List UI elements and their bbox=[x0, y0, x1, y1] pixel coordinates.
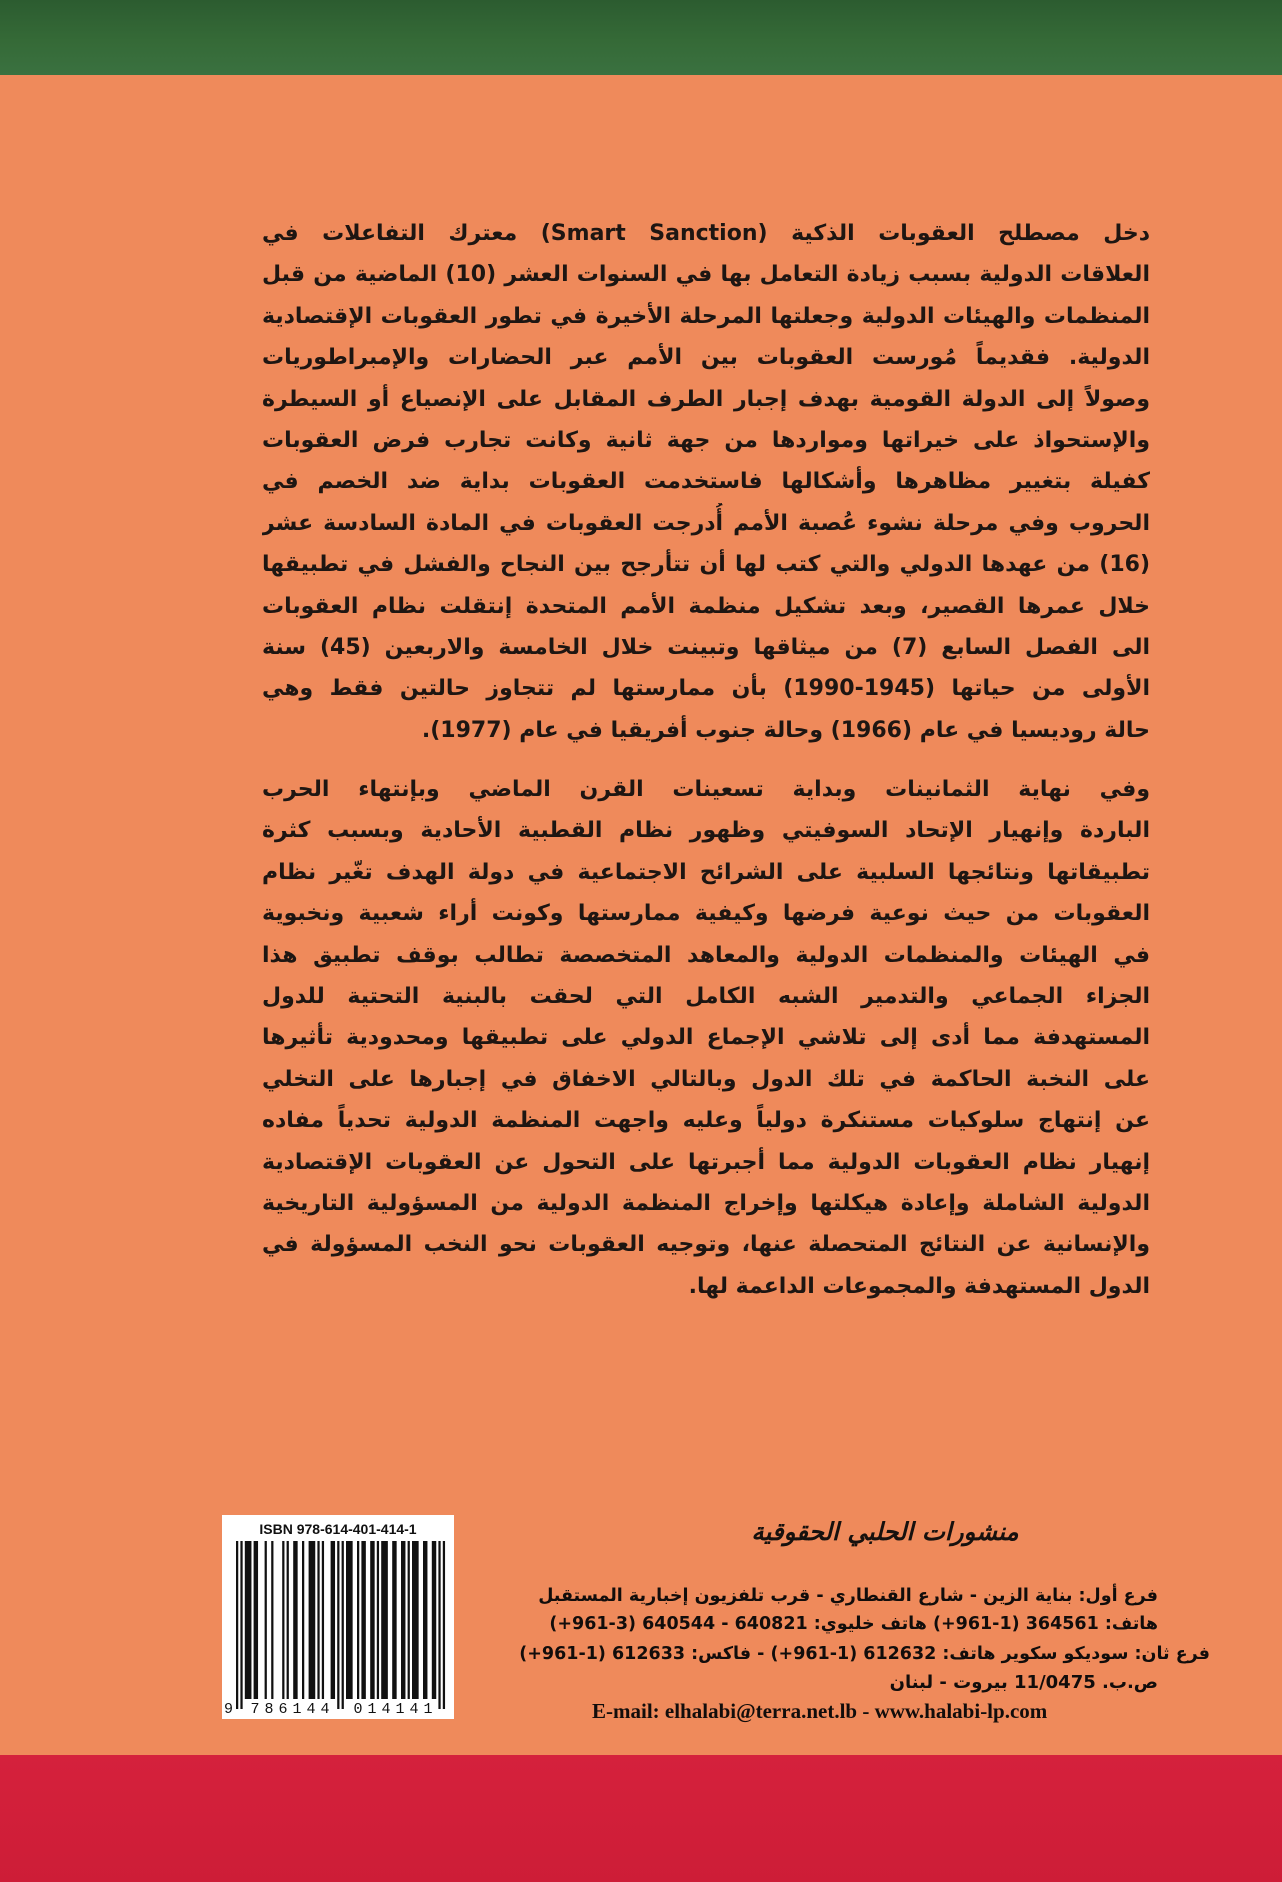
address-line-po-box: ص.ب. 11/0475 بيروت - لبنان bbox=[889, 1672, 1158, 1693]
text-line: على النخبة الحاكمة في تلك الدول وبالتالي الاخفاق في إجبارها على التخلي bbox=[262, 1066, 1150, 1092]
barcode-bar bbox=[408, 1541, 410, 1699]
barcode-guard-bar bbox=[337, 1541, 339, 1709]
text-line: المستهدفة مما أدى إلى تلاشي الإجماع الدولي على تطبيقها ومحدودية تأثيرها bbox=[262, 1025, 1150, 1051]
barcode-bar bbox=[377, 1541, 379, 1699]
barcode-bar bbox=[331, 1541, 335, 1699]
isbn-barcode bbox=[222, 1515, 454, 1719]
barcode-bar bbox=[401, 1541, 405, 1699]
barcode-bar bbox=[309, 1541, 316, 1699]
barcode-bar bbox=[271, 1541, 273, 1699]
barcode-digits-left: 786144 bbox=[250, 1701, 335, 1718]
barcode-bar bbox=[254, 1541, 258, 1699]
text-line: كفيلة بتغيير مظاهرها وأشكالها فاستخدمت العقوبات بداية ضد الخصم في bbox=[262, 469, 1150, 495]
contact-email-website: E-mail: elhalabi@terra.net.lb - www.halabi-lp.com bbox=[592, 1699, 1048, 1723]
bottom-color-band bbox=[0, 1755, 1282, 1882]
barcode-guard-bar bbox=[438, 1541, 440, 1709]
text-line: في الهيئات والمنظمات الدولية والمعاهد المتخصصة تطالب بوقف تطبيق هذا bbox=[262, 942, 1150, 968]
barcode-bar bbox=[282, 1541, 284, 1699]
barcode-guard-bar bbox=[342, 1541, 344, 1709]
address-line-phones: هاتف: 364561 (1-961+) هاتف خليوي: 640821 - 640544 (3-961+) bbox=[549, 1614, 1158, 1634]
text-line: المنظمات والهيئات الدولية وجعلتها المرحلة الأخيرة في تطور العقوبات الإقتصادية bbox=[262, 303, 1150, 329]
barcode-bar bbox=[370, 1541, 374, 1699]
text-line: الأولى من حياتها (1945-1990) بأن ممارستها لم تتجاوز حالتين فقط وهي bbox=[262, 676, 1150, 702]
text-line: تطبيقاتها ونتائجها السلبية على الشرائح الاجتماعية في دولة الهدف تغّير نظام bbox=[262, 859, 1150, 885]
barcode-guard-bar bbox=[236, 1541, 238, 1709]
text-line: دخل مصطلح العقوبات الذكية (Smart Sanction) معترك التفاعلات في bbox=[262, 221, 1150, 246]
paragraph-1 bbox=[262, 213, 1150, 751]
barcode-digits-right: 014141 bbox=[353, 1701, 438, 1718]
barcode-bar bbox=[357, 1541, 359, 1699]
barcode-bar bbox=[346, 1541, 353, 1699]
text-line: الدول المستهدفة والمجموعات الداعمة لها. bbox=[688, 1273, 1150, 1299]
barcode-guard-bar bbox=[240, 1541, 242, 1709]
text-line: الحروب وفي مرحلة نشوء عُصبة الأمم أُدرجت العقوبات في المادة السادسة عشر bbox=[262, 510, 1150, 536]
paragraph-2 bbox=[262, 769, 1150, 1307]
text-line: وفي نهاية الثمانينات وبداية تسعينات القرن الماضي وبإنتهاء الحرب bbox=[262, 777, 1150, 803]
barcode-bar bbox=[287, 1541, 289, 1699]
barcode-bars bbox=[222, 1541, 454, 1719]
text-line: الى الفصل السابع (7) من ميثاقها وتبينت خلال الخامسة والاربعين (45) سنة bbox=[262, 634, 1150, 660]
text-line: إنهيار نظام العقوبات الدولية مما أجبرتها على التحول عن العقوبات الإقتصادية bbox=[262, 1149, 1150, 1175]
barcode-bar bbox=[381, 1541, 388, 1699]
text-line: (16) من عهدها الدولي والتي كتب لها أن تتأرجح بين النجاح والفشل في تطبيقها bbox=[262, 552, 1150, 578]
blurb-text bbox=[262, 213, 1150, 1307]
text-line: وصولاً إلى الدولة القومية بهدف إجبار الطرف المقابل على الإنصياع أو السيطرة bbox=[262, 386, 1150, 412]
barcode-bar bbox=[302, 1541, 304, 1699]
barcode-bar bbox=[412, 1541, 419, 1699]
text-line: والإستحواذ على خيراتها ومواردها من جهة ثانية وكانت تجارب فرض العقوبات bbox=[262, 427, 1150, 453]
text-line: حالة روديسيا في عام (1966) وحالة جنوب أفريقيا في عام (1977). bbox=[421, 717, 1150, 743]
address-line-branch-2: فرع ثان: سوديكو سكوير هاتف: 612632 (1-961+) - فاكس: 612633 (1-961+) bbox=[519, 1644, 1210, 1664]
publisher-logo: منشورات الحلبي الحقوقية bbox=[751, 1517, 1019, 1546]
barcode-bar bbox=[245, 1541, 252, 1699]
barcode-bar bbox=[361, 1541, 365, 1699]
text-line: الدولية. فقديماً مُورست العقوبات بين الأمم عبر الحضارات والإمبراطوريات bbox=[262, 345, 1150, 371]
barcode-bar bbox=[322, 1541, 324, 1699]
barcode-digit-lead: 9 bbox=[224, 1701, 234, 1718]
text-line: عن إنتهاج سلوكيات مستنكرة دولياً وعليه واجهت المنظمة الدولية تحدياً مفاده bbox=[262, 1108, 1150, 1134]
barcode-guard-bar bbox=[443, 1541, 445, 1709]
barcode-bar bbox=[293, 1541, 297, 1699]
text-line: العقوبات من حيث نوعية فرضها وكيفية ممارستها وكونت أراء شعبية ونخبوية bbox=[262, 901, 1150, 927]
barcode-bar bbox=[392, 1541, 396, 1699]
text-line: والإنسانية عن النتائج المتحصلة عنها، وتوجيه العقوبات نحو النخب المسؤولة في bbox=[262, 1232, 1150, 1258]
text-line: الدولية الشاملة وإعادة هيكلتها وإخراج المنظمة الدولية من المسؤولية التاريخية bbox=[262, 1190, 1150, 1216]
text-line: الباردة وإنهيار الإتحاد السوفيتي وظهور نظام القطبية الأحادية وبسبب كثرة bbox=[262, 818, 1150, 844]
text-line: الجزاء الجماعي والتدمير الشبه الكامل التي لحقت بالبنية التحتية للدول bbox=[262, 984, 1150, 1010]
barcode-bar bbox=[317, 1541, 319, 1699]
text-line: العلاقات الدولية بسبب زيادة التعامل بها في السنوات العشر (10) الماضية من قبل bbox=[262, 262, 1150, 288]
address-line-branch-1: فرع أول: بناية الزين - شارع القنطاري - قرب تلفزيون إخبارية المستقبل bbox=[538, 1586, 1158, 1606]
barcode-bar bbox=[265, 1541, 267, 1699]
barcode-bar bbox=[423, 1541, 427, 1699]
top-color-band bbox=[0, 0, 1282, 75]
isbn-label: ISBN 978-614-401-414-1 bbox=[259, 1521, 417, 1537]
text-line: خلال عمرها القصير، وبعد تشكيل منظمة الأمم المتحدة إنتقلت نظام العقوبات bbox=[262, 593, 1150, 619]
barcode-bar bbox=[432, 1541, 436, 1699]
